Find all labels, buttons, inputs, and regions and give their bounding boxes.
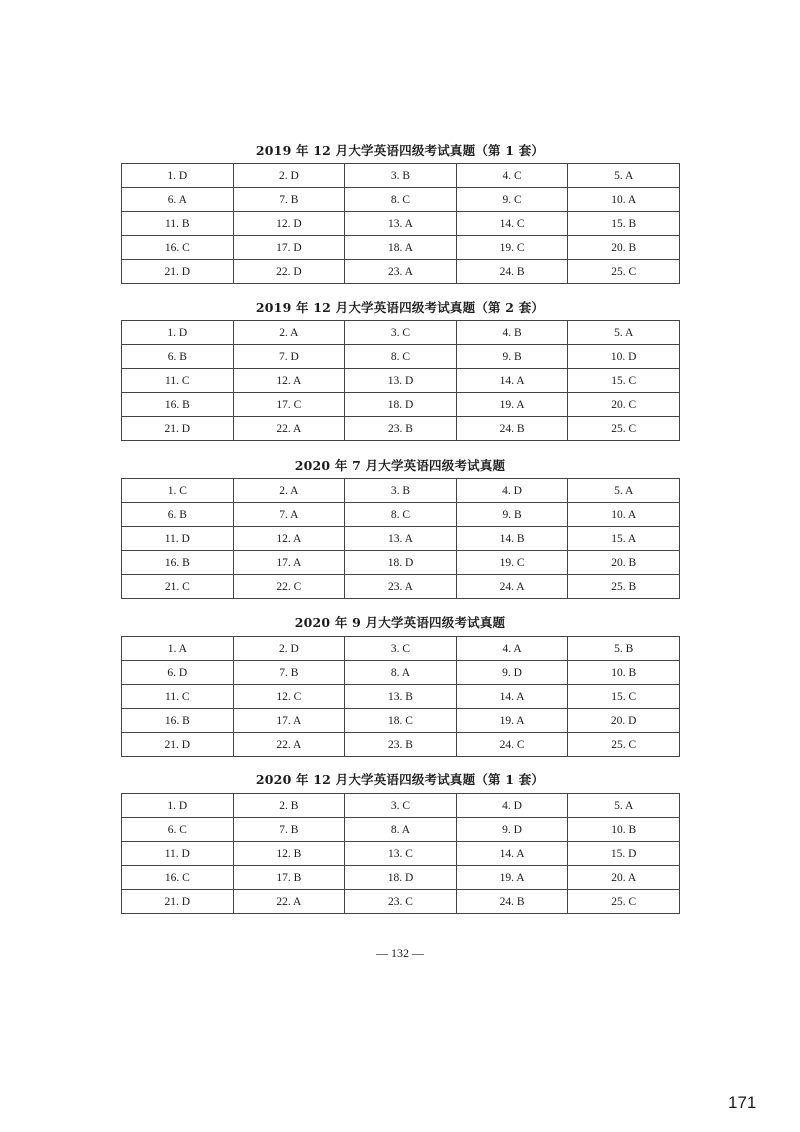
answer-cell: 13. C <box>345 842 457 866</box>
answer-cell: 10. B <box>568 818 680 842</box>
answer-cell: 10. D <box>568 345 680 369</box>
answer-cell: 21. D <box>122 733 234 757</box>
answer-cell: 12. D <box>233 212 345 236</box>
answer-cell: 18. C <box>345 709 457 733</box>
table-row <box>122 260 680 284</box>
answer-cell: 25. C <box>568 890 680 914</box>
answer-cell: 3. B <box>345 479 457 503</box>
answer-cell: 9. B <box>456 345 568 369</box>
answer-cell: 5. A <box>568 321 680 345</box>
answer-cell: 15. D <box>568 842 680 866</box>
answer-cell: 25. C <box>568 417 680 441</box>
answer-cell: 20. B <box>568 551 680 575</box>
answer-cell: 1. D <box>122 164 234 188</box>
answer-cell: 8. C <box>345 345 457 369</box>
answer-cell: 12. A <box>233 527 345 551</box>
table-row <box>122 818 680 842</box>
answer-cell: 19. C <box>456 551 568 575</box>
answer-cell: 10. A <box>568 503 680 527</box>
answer-cell: 23. C <box>345 890 457 914</box>
answer-cell: 14. C <box>456 212 568 236</box>
answer-cell: 16. C <box>122 866 234 890</box>
table-row <box>122 794 680 818</box>
answer-cell: 6. D <box>122 661 234 685</box>
answer-cell: 3. C <box>345 637 457 661</box>
answer-cell: 5. A <box>568 794 680 818</box>
answer-cell: 6. A <box>122 188 234 212</box>
answer-cell: 1. A <box>122 637 234 661</box>
answer-cell: 17. D <box>233 236 345 260</box>
answer-cell: 14. B <box>456 527 568 551</box>
answer-cell: 16. C <box>122 236 234 260</box>
answer-cell: 24. C <box>456 733 568 757</box>
answer-cell: 22. A <box>233 417 345 441</box>
table-row <box>122 551 680 575</box>
table-row <box>122 890 680 914</box>
table-row <box>122 417 680 441</box>
answer-cell: 4. C <box>456 164 568 188</box>
answer-cell: 6. C <box>122 818 234 842</box>
table-row <box>122 527 680 551</box>
answer-cell: 2. A <box>233 321 345 345</box>
answer-cell: 17. B <box>233 866 345 890</box>
answer-table <box>121 636 680 757</box>
section-title: 2020 年 9 月大学英语四级考试真题 <box>294 615 506 630</box>
answer-cell: 22. A <box>233 733 345 757</box>
table-row <box>122 479 680 503</box>
answer-cell: 24. B <box>456 260 568 284</box>
answer-cell: 9. C <box>456 188 568 212</box>
table-row <box>122 842 680 866</box>
table-row <box>122 345 680 369</box>
answer-cell: 4. D <box>456 794 568 818</box>
answer-cell: 24. B <box>456 890 568 914</box>
table-row <box>122 685 680 709</box>
answer-cell: 2. D <box>233 164 345 188</box>
answer-cell: 13. A <box>345 212 457 236</box>
table-row <box>122 369 680 393</box>
answer-cell: 1. D <box>122 321 234 345</box>
section-title: 2019 年 12 月大学英语四级考试真题（第 1 套） <box>255 143 545 158</box>
section-title: 2020 年 7 月大学英语四级考试真题 <box>294 458 506 473</box>
answer-table <box>121 478 680 599</box>
answer-cell: 13. B <box>345 685 457 709</box>
table-row <box>122 866 680 890</box>
answer-cell: 10. B <box>568 661 680 685</box>
answer-cell: 18. D <box>345 393 457 417</box>
answer-cell: 21. D <box>122 417 234 441</box>
answer-cell: 17. A <box>233 551 345 575</box>
answer-cell: 21. D <box>122 890 234 914</box>
answer-cell: 19. A <box>456 709 568 733</box>
table-row <box>122 637 680 661</box>
table-row <box>122 188 680 212</box>
answer-cell: 9. B <box>456 503 568 527</box>
answer-cell: 8. A <box>345 818 457 842</box>
answer-cell: 22. A <box>233 890 345 914</box>
answer-cell: 25. C <box>568 733 680 757</box>
answer-cell: 23. A <box>345 260 457 284</box>
answer-cell: 15. C <box>568 685 680 709</box>
answer-cell: 19. A <box>456 393 568 417</box>
answer-cell: 2. D <box>233 637 345 661</box>
answer-cell: 11. C <box>122 685 234 709</box>
answer-cell: 17. C <box>233 393 345 417</box>
table-row <box>122 733 680 757</box>
answer-cell: 4. D <box>456 479 568 503</box>
answer-cell: 12. A <box>233 369 345 393</box>
answer-cell: 12. C <box>233 685 345 709</box>
answer-cell: 3. B <box>345 164 457 188</box>
answer-table <box>121 320 680 441</box>
table-row <box>122 503 680 527</box>
answer-cell: 18. D <box>345 551 457 575</box>
answer-cell: 16. B <box>122 551 234 575</box>
answer-table <box>121 163 680 284</box>
answer-cell: 21. D <box>122 260 234 284</box>
answer-cell: 4. A <box>456 637 568 661</box>
answer-cell: 3. C <box>345 794 457 818</box>
answer-cell: 8. C <box>345 188 457 212</box>
answer-cell: 7. A <box>233 503 345 527</box>
answer-cell: 4. B <box>456 321 568 345</box>
answer-cell: 16. B <box>122 709 234 733</box>
answer-cell: 22. D <box>233 260 345 284</box>
answer-cell: 18. D <box>345 866 457 890</box>
answer-cell: 11. D <box>122 842 234 866</box>
answer-cell: 24. A <box>456 575 568 599</box>
answer-cell: 7. B <box>233 661 345 685</box>
answer-cell: 15. A <box>568 527 680 551</box>
answer-cell: 2. A <box>233 479 345 503</box>
table-row <box>122 709 680 733</box>
answer-cell: 9. D <box>456 818 568 842</box>
answer-cell: 15. B <box>568 212 680 236</box>
answer-cell: 23. B <box>345 733 457 757</box>
answer-cell: 20. C <box>568 393 680 417</box>
answer-cell: 7. D <box>233 345 345 369</box>
answer-cell: 11. C <box>122 369 234 393</box>
answer-cell: 1. D <box>122 794 234 818</box>
answer-cell: 23. B <box>345 417 457 441</box>
answer-cell: 10. A <box>568 188 680 212</box>
answer-cell: 14. A <box>456 842 568 866</box>
table-row <box>122 236 680 260</box>
table-row <box>122 321 680 345</box>
answer-cell: 5. B <box>568 637 680 661</box>
answer-cell: 11. D <box>122 527 234 551</box>
page-number: — 132 — <box>376 946 424 960</box>
table-row <box>122 575 680 599</box>
answer-cell: 1. C <box>122 479 234 503</box>
scan-page-number: 171 <box>728 1093 757 1112</box>
answer-cell: 19. C <box>456 236 568 260</box>
answer-cell: 20. B <box>568 236 680 260</box>
answer-cell: 2. B <box>233 794 345 818</box>
table-row <box>122 393 680 417</box>
section-title: 2020 年 12 月大学英语四级考试真题（第 1 套） <box>255 772 545 787</box>
answer-cell: 22. C <box>233 575 345 599</box>
answer-table <box>121 793 680 914</box>
answer-cell: 5. A <box>568 164 680 188</box>
answer-cell: 14. A <box>456 369 568 393</box>
table-row <box>122 661 680 685</box>
answer-cell: 18. A <box>345 236 457 260</box>
answer-cell: 5. A <box>568 479 680 503</box>
answer-cell: 15. C <box>568 369 680 393</box>
table-row <box>122 212 680 236</box>
answer-cell: 20. D <box>568 709 680 733</box>
answer-cell: 23. A <box>345 575 457 599</box>
answer-cell: 11. B <box>122 212 234 236</box>
answer-cell: 24. B <box>456 417 568 441</box>
answer-cell: 8. C <box>345 503 457 527</box>
answer-cell: 16. B <box>122 393 234 417</box>
answer-cell: 19. A <box>456 866 568 890</box>
answer-cell: 13. A <box>345 527 457 551</box>
answer-cell: 25. B <box>568 575 680 599</box>
answer-cell: 13. D <box>345 369 457 393</box>
answer-cell: 14. A <box>456 685 568 709</box>
answer-cell: 17. A <box>233 709 345 733</box>
answer-cell: 21. C <box>122 575 234 599</box>
answer-cell: 9. D <box>456 661 568 685</box>
answer-cell: 6. B <box>122 503 234 527</box>
answer-cell: 3. C <box>345 321 457 345</box>
answer-cell: 8. A <box>345 661 457 685</box>
answer-cell: 12. B <box>233 842 345 866</box>
answer-cell: 7. B <box>233 188 345 212</box>
answer-cell: 20. A <box>568 866 680 890</box>
answer-cell: 6. B <box>122 345 234 369</box>
answer-cell: 7. B <box>233 818 345 842</box>
table-row <box>122 164 680 188</box>
section-title: 2019 年 12 月大学英语四级考试真题（第 2 套） <box>255 300 545 315</box>
answer-cell: 25. C <box>568 260 680 284</box>
